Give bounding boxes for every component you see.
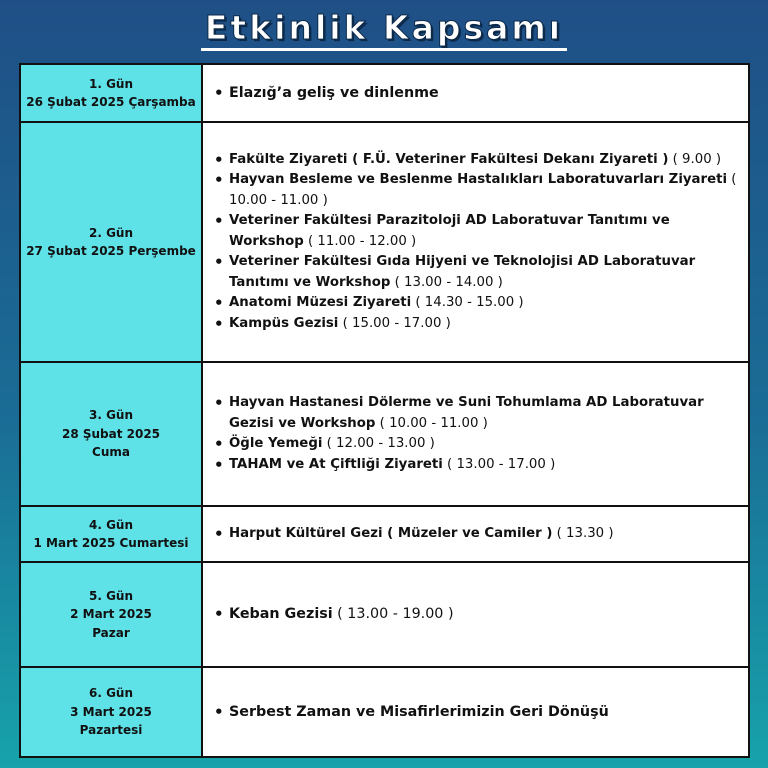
day-date-weekday	[21, 93, 201, 112]
activity-item	[229, 150, 748, 171]
activity-item	[229, 293, 748, 314]
day-cell	[20, 122, 202, 362]
day-cell	[20, 562, 202, 667]
activity-title: Hayvan Hastanesi Dölerme ve Suni Tohumlama AD Laboratuvar Gezisi ve Workshop	[229, 395, 704, 431]
day-weekday: Perşembe	[128, 244, 196, 258]
page-title	[0, 8, 768, 51]
activities-cell	[202, 506, 749, 562]
activity-time: ( 10.00 - 11.00 )	[229, 172, 737, 208]
schedule-row-day-5	[20, 562, 749, 667]
activity-time: ( 12.00 - 13.00 )	[326, 436, 435, 451]
day-label: 4. Gün	[88, 517, 134, 532]
activity-item	[229, 434, 748, 455]
activities-cell	[202, 64, 749, 122]
activity-title: Kampüs Gezisi	[229, 315, 339, 331]
day-cell	[20, 362, 202, 506]
day-label: 5. Gün	[88, 588, 134, 603]
day-label: 6. Gün	[88, 686, 134, 701]
activity-title: Harput Kültürel Gezi ( Müzeler ve Camiler )	[229, 525, 553, 541]
activity-time: ( 13.30 )	[556, 525, 614, 541]
schedule-row-day-2	[20, 122, 749, 362]
activity-list	[203, 604, 748, 625]
schedule-row-day-6	[20, 667, 749, 757]
day-date-weekday	[21, 534, 201, 553]
activity-title: TAHAM ve At Çiftliği Ziyareti	[229, 456, 443, 472]
activity-item	[229, 211, 748, 252]
activity-item	[229, 702, 748, 723]
activities-cell	[202, 122, 749, 362]
activity-title: Veteriner Fakültesi Gıda Hijyeni ve Teknolojisi AD Laboratuvar Tanıtımı ve Workshop	[229, 254, 696, 290]
day-date: 1 Mart 2025	[33, 536, 116, 550]
activity-title: Elazığ’a geliş ve dinlenme	[229, 84, 439, 101]
activity-title: Anatomi Müzesi Ziyareti	[229, 295, 412, 311]
activity-title: Keban Gezisi	[229, 606, 333, 623]
activity-list	[203, 524, 748, 545]
activity-title: Veteriner Fakültesi Parazitoloji AD Laboratuvar Tanıtımı ve Workshop	[229, 213, 670, 249]
activity-item	[229, 393, 748, 434]
activity-item	[229, 252, 748, 293]
activity-item	[229, 170, 748, 211]
activity-title: Hayvan Besleme ve Beslenme Hastalıkları Laboratuvarları Ziyareti	[229, 172, 728, 188]
activity-list	[203, 702, 748, 723]
activity-list	[203, 393, 748, 475]
day-label: 1. Gün	[88, 76, 134, 91]
day-date: 26 Şubat 2025	[26, 95, 125, 109]
day-date: 2 Mart 2025	[70, 607, 152, 622]
activity-time: ( 13.00 - 19.00 )	[337, 606, 454, 623]
activity-list	[203, 150, 748, 335]
activity-title: Fakülte Ziyareti ( F.Ü. Veteriner Fakültesi Dekanı Ziyareti )	[229, 151, 669, 167]
day-weekday: Pazar	[92, 625, 130, 640]
day-date-weekday	[21, 242, 201, 261]
activities-cell	[202, 667, 749, 757]
day-weekday: Çarşamba	[128, 95, 196, 109]
day-weekday: Cumartesi	[119, 536, 189, 550]
activity-item	[229, 604, 748, 625]
activity-item	[229, 314, 748, 335]
day-weekday: Pazartesi	[79, 723, 143, 738]
activity-list	[203, 83, 748, 104]
day-cell	[20, 506, 202, 562]
day-date: 27 Şubat 2025	[26, 244, 125, 258]
activity-item	[229, 455, 748, 476]
activity-time: ( 14.30 - 15.00 )	[415, 295, 524, 311]
day-cell	[20, 667, 202, 757]
activity-title: Öğle Yemeği	[229, 436, 323, 451]
activity-time: ( 11.00 - 12.00 )	[308, 233, 417, 249]
activities-cell	[202, 562, 749, 667]
schedule-row-day-1	[20, 64, 749, 122]
day-date: 3 Mart 2025	[70, 704, 152, 719]
activity-time: ( 13.00 - 17.00 )	[447, 456, 556, 472]
day-weekday: Cuma	[92, 445, 130, 460]
activity-title: Serbest Zaman ve Misafirlerimizin Geri Dönüşü	[229, 703, 609, 720]
activity-item	[229, 524, 748, 545]
page-title-text: Etkinlik Kapsamı	[201, 9, 567, 51]
activity-time: ( 15.00 - 17.00 )	[342, 315, 451, 331]
activity-time: ( 10.00 - 11.00 )	[379, 415, 488, 431]
schedule-table	[19, 63, 750, 758]
schedule-row-day-3	[20, 362, 749, 506]
day-label: 2. Gün	[88, 225, 134, 240]
activity-time: ( 9.00 )	[672, 151, 722, 167]
day-label: 3. Gün	[88, 408, 134, 423]
day-cell	[20, 64, 202, 122]
day-date: 28 Şubat 2025	[61, 426, 161, 441]
activity-item	[229, 83, 748, 104]
schedule-row-day-4	[20, 506, 749, 562]
activity-time: ( 13.00 - 14.00 )	[394, 274, 503, 290]
activities-cell	[202, 362, 749, 506]
